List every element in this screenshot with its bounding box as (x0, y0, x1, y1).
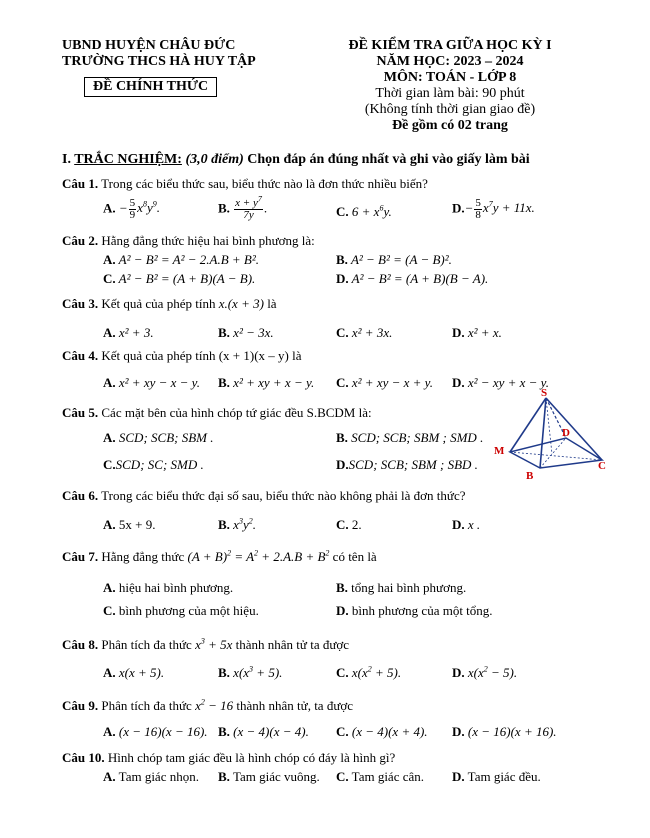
label-c: C (598, 460, 606, 472)
q7-option-a: A. hiệu hai bình phương. (103, 580, 234, 595)
edge-sc (546, 398, 602, 460)
section-instruction: Chọn đáp án đúng nhất và ghi vào giấy làm bài (243, 152, 530, 167)
q1-option-a: A. − $\frac{5}{9}$ $x^8y^9$. (103, 197, 160, 221)
q5-option-a: A. SCD; SCB; SBM . (103, 430, 214, 445)
q2-option-b: B. A² − B² = (A − B)². (336, 252, 452, 267)
school-district: UBND HUYỆN CHÂU ĐỨC (62, 38, 236, 53)
question-8: Câu 8. Phân tích đa thức $x^3 + 5x$ thành nhân tử ta được (62, 636, 350, 652)
q7-option-c: C. bình phương của một hiệu. (103, 603, 259, 618)
q10-option-a: A. Tam giác nhọn. (103, 769, 199, 784)
q1-option-b: B. $\frac{x + y^7}{7y}$ . (218, 194, 268, 221)
q9-option-a: A. (x − 16)(x − 16). (103, 724, 208, 739)
q10-option-b: B. Tam giác vuông. (218, 769, 320, 784)
q3-option-d: D. x² + x. (452, 325, 502, 340)
question-4: Câu 4. Kết quả của phép tính (x + 1)(x – y) là (62, 348, 302, 363)
height-line (546, 398, 552, 454)
question-6: Câu 6. Trong các biểu thức đại số sau, biểu thức nào không phải là đơn thức? (62, 488, 466, 503)
pyramid-figure (488, 388, 616, 480)
q2-option-a: A. A² − B² = A² − 2.A.B + B². (103, 252, 259, 267)
q8-option-d: D. $x(x^2 - 5)$. (452, 664, 518, 680)
label-b: B (526, 470, 534, 480)
q3-option-b: B. x² − 3x. (218, 325, 274, 340)
school-name: TRƯỜNG THCS HÀ HUY TẬP (62, 54, 256, 69)
q8-option-c: C. $x(x^2 + 5)$. (336, 664, 402, 680)
q4-option-c: C. x² + xy − x + y. (336, 375, 433, 390)
label-m: M (494, 445, 505, 457)
question-3: Câu 3. Kết quả của phép tính x.(x + 3) là (62, 296, 277, 311)
q3-option-a: A. x² + 3. (103, 325, 154, 340)
question-7: Câu 7. Hằng đẳng thức $(A + B)^2 = A^2 + 2.A.B + B^2$ có tên là (62, 548, 377, 564)
section-title: TRẮC NGHIỆM: (74, 152, 182, 167)
duration: Thời gian làm bài: 90 phút (375, 86, 525, 101)
section-heading (62, 152, 530, 168)
duration-note: (Không tính thời gian giao đề) (364, 102, 536, 117)
question-9: Câu 9. Phân tích đa thức $x^2 - 16$ thành nhân tử, ta được (62, 697, 354, 713)
diag-bd (540, 438, 566, 468)
q9-option-b: B. (x − 4)(x − 4). (218, 724, 309, 739)
q6-option-d: D. x . (452, 517, 481, 532)
q9-option-c: C. (x − 4)(x + 4). (336, 724, 428, 739)
q5-option-b: B. SCD; SCB; SBM ; SMD . (336, 430, 484, 445)
q4-option-b: B. x² + xy + x − y. (218, 375, 315, 390)
question-2: Câu 2. Hằng đẳng thức hiệu hai bình phương là: (62, 233, 315, 248)
official-badge: ĐỀ CHÍNH THỨC (84, 77, 217, 97)
q10-option-c: C. Tam giác cân. (336, 769, 425, 784)
q7-option-b: B. tổng hai bình phương. (336, 580, 467, 595)
q8-option-b: B. $x(x^3 + 5)$. (218, 664, 283, 680)
label-d: D (562, 427, 570, 439)
q5-option-d: D.SCD; SCB; SBM ; SBD . (336, 457, 478, 472)
question-1: Câu 1. Trong các biểu thức sau, biểu thức nào là đơn thức nhiều biến? (62, 176, 428, 191)
section-points: (3,0 điểm) (181, 152, 244, 167)
q6-option-a: A. 5x + 9. (103, 517, 156, 532)
exam-title: ĐỀ KIỂM TRA GIỮA HỌC KỲ I (348, 38, 552, 53)
q6-option-b: B. $x^3y^2$. (218, 516, 256, 532)
q3-option-c: C. x² + 3x. (336, 325, 393, 340)
label-s: S (541, 388, 548, 399)
subject: MÔN: TOÁN - LỚP 8 (383, 70, 517, 85)
q4-option-d: D. x² − xy + x − y. (452, 375, 549, 390)
q8-option-a: A. x(x + 5). (103, 665, 165, 680)
section-numeral: I. (62, 152, 75, 167)
page-count: Đề gồm có 02 trang (392, 118, 508, 133)
q10-option-d: D. Tam giác đều. (452, 769, 541, 784)
q9-option-d: D. (x − 16)(x + 16). (452, 724, 557, 739)
question-5: Câu 5. Các mặt bên của hình chóp tứ giác đều S.BCDM là: (62, 405, 372, 420)
q2-option-c: C. A² − B² = (A + B)(A − B). (103, 271, 256, 286)
school-year: NĂM HỌC: 2023 – 2024 (376, 54, 524, 69)
q4-option-a: A. x² + xy − x − y. (103, 375, 200, 390)
q2-option-d: D. A² − B² = (A + B)(B − A). (336, 271, 489, 286)
q1-option-d: D.− $\frac{5}{8}$ $x^7y + 11x$. (452, 197, 535, 221)
q1-option-c: C. $6 + x^6y$. (336, 203, 392, 219)
q6-option-c: C. 2. (336, 517, 362, 532)
edge-sb (540, 398, 546, 468)
q7-option-d: D. bình phương của một tổng. (336, 603, 493, 618)
question-10: Câu 10. Hình chóp tam giác đều là hình chóp có đáy là hình gì? (62, 750, 396, 765)
q5-option-c: C.SCD; SC; SMD . (103, 457, 204, 472)
